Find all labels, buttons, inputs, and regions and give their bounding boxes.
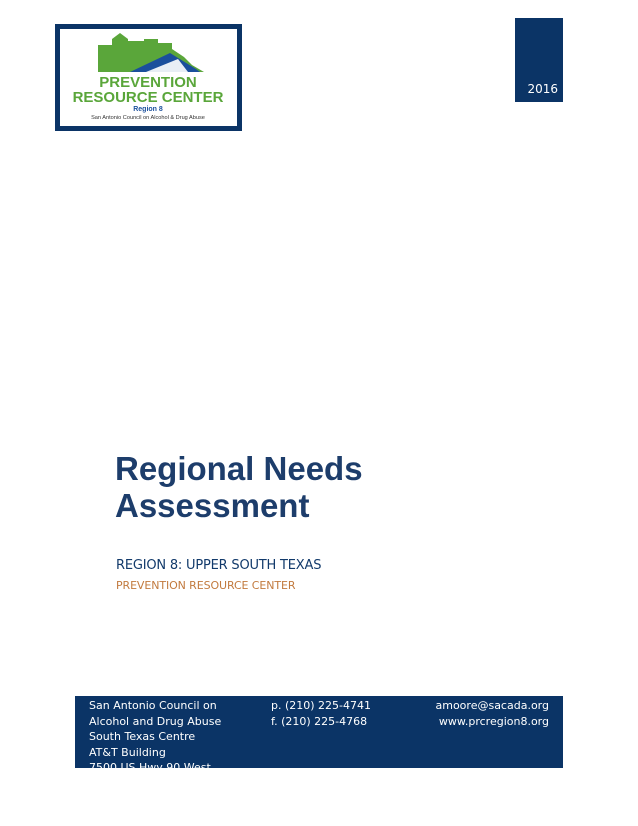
- page-title: Regional Needs Assessment: [115, 450, 363, 524]
- prevention-resource-center-logo: [60, 29, 237, 126]
- logo-line1: PREVENTION: [99, 74, 197, 91]
- year-tab: [515, 18, 563, 102]
- website-link[interactable]: www.prcregion8.org: [438, 714, 549, 728]
- contact-footer: [75, 696, 563, 774]
- year-label: 2016: [527, 82, 558, 96]
- phone-block: [271, 698, 371, 729]
- address-line: AT&T Building: [89, 745, 166, 759]
- center-subtitle: PREVENTION RESOURCE CENTER: [116, 579, 296, 592]
- web-block: [436, 698, 550, 729]
- address-block: [89, 698, 221, 776]
- logo-org: San Antonio Council on Alcohol & Drug Abuse: [91, 115, 205, 121]
- logo-region: Region 8: [133, 106, 163, 113]
- logo-line2: RESOURCE CENTER: [72, 89, 224, 106]
- address-line: Alcohol and Drug Abuse: [89, 714, 222, 728]
- logo-graphic: [60, 29, 237, 126]
- address-line: South Texas Centre: [89, 730, 196, 743]
- fax-number: f. (210) 225-4768: [271, 714, 368, 728]
- email-link[interactable]: amoore@sacada.org: [435, 699, 549, 712]
- logo-frame: [55, 24, 242, 131]
- phone-number: p. (210) 225-4741: [271, 699, 372, 712]
- address-line: 7500 US Hwy 90 West,: [89, 761, 215, 774]
- region-subtitle: REGION 8: UPPER SOUTH TEXAS: [116, 558, 322, 573]
- address-line: San Antonio Council on: [89, 699, 217, 712]
